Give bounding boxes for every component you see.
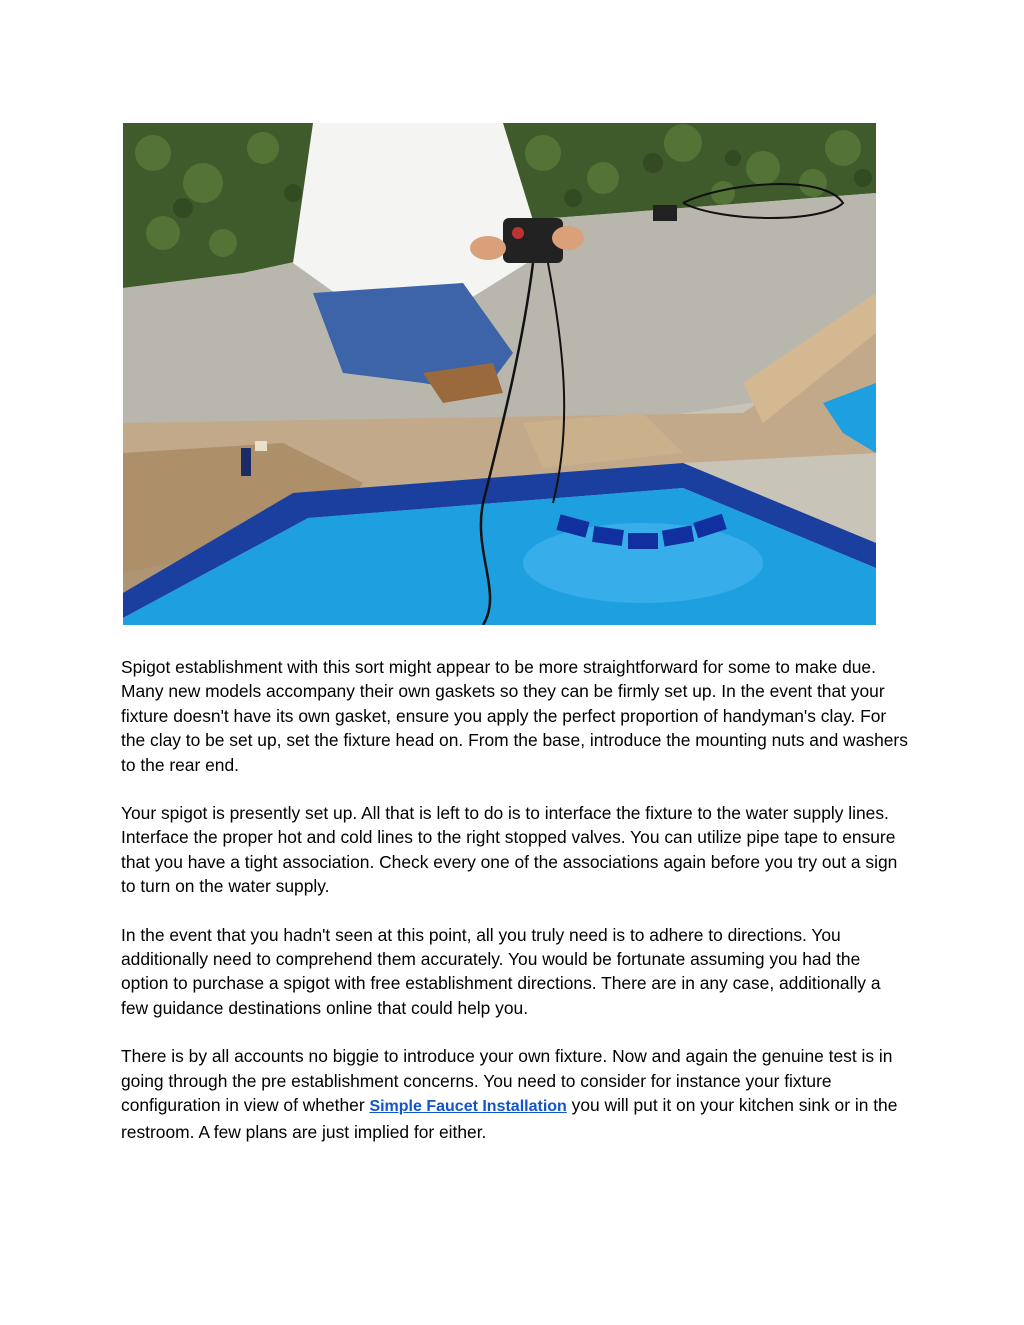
pool-repair-photo xyxy=(123,123,876,625)
paragraph-3: In the event that you hadn't seen at this point, all you truly need is to adhere to directions. You additionally need to comprehend them accurately. You would be fortunate assuming you had the option to purchase a spigot with free establishment directions. There are in any case, additionally a few guidance destinations online that could help you. xyxy=(121,924,881,1018)
paragraph-4-tail: you will put it on your kitchen sink or in the restroom. A few plans are just implied for either. xyxy=(121,1095,898,1142)
paragraph-2: Your spigot is presently set up. All that is left to do is to interface the fixture to the water supply lines. Interface the proper hot and cold lines to the right stopped valves. You can utilize pipe tape to ensure that you have a tight association. Check every one of the associations again before you try out a sign to turn on the water supply. xyxy=(121,803,898,897)
paragraph-4-lead: There is by all accounts no biggie to introduce your own fixture. Now and again the genuine test is in going through the pre establishment concerns. You need to consider for instance your fixture configuration in view of whether xyxy=(121,1046,893,1116)
paragraph-1: Spigot establishment with this sort might appear to be more straightforward for some to make due. Many new models accompany their own gaskets so they can be firmly set up. In the event that your fixture doesn't have its own gasket, ensure you apply the perfect proportion of handyman's clay. For the clay to be set up, set the fixture head on. From the base, introduce the mounting nuts and washers to the rear end. xyxy=(121,657,908,775)
article-body xyxy=(121,655,911,1168)
pool-photo-illustration xyxy=(123,123,876,625)
simple-faucet-installation-link[interactable]: Simple Faucet Installation xyxy=(369,1098,567,1116)
paragraph-4 xyxy=(121,1044,911,1144)
